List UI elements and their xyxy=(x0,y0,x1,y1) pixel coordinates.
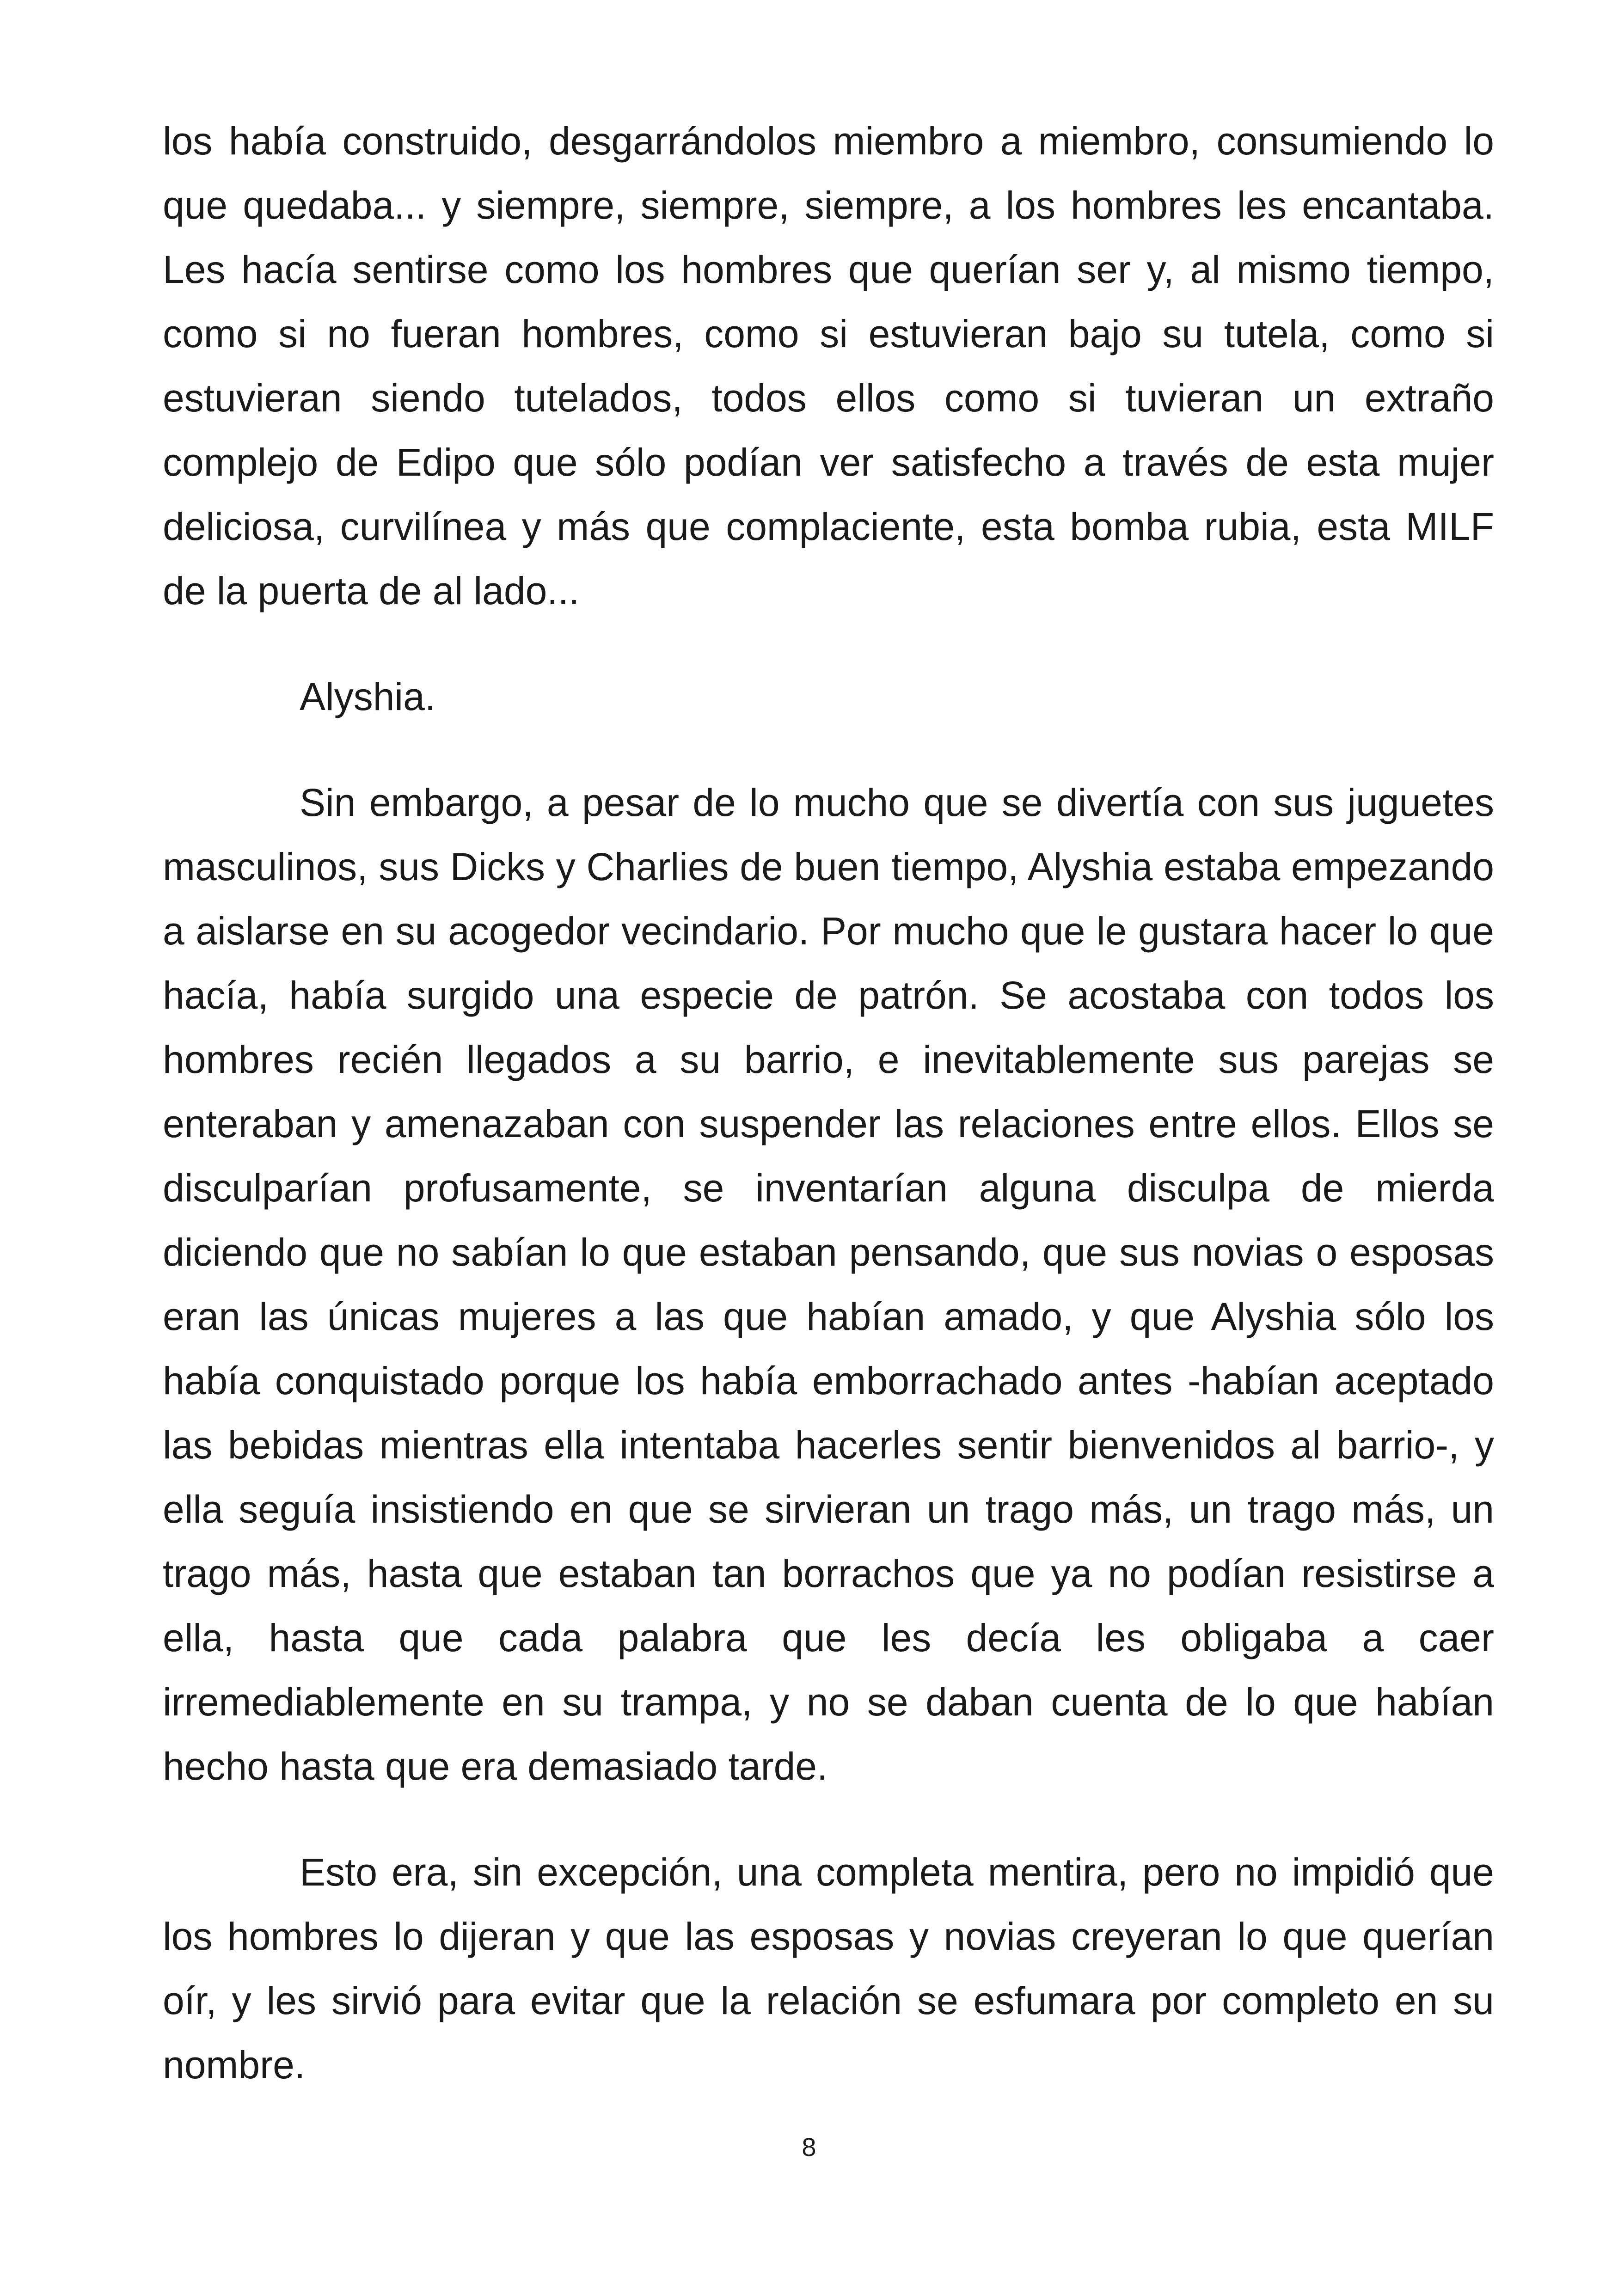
paragraph-sin-embargo: Sin embargo, a pesar de lo mucho que se divertía con sus juguetes masculinos, sus Dicks y Charlies de buen tiempo, Alyshia estaba empezando a aislarse en su acogedor vecindario. Por mucho que le gustara hacer lo que hacía, había surgido una especie de patrón. Se acostaba con todos los hombres recién llegados a su barrio, e inevitablemente sus parejas se enteraban y amenazaban con suspender las relaciones entre ellos. Ellos se disculparían profusamente, se inventarían alguna disculpa de mierda diciendo que no sabían lo que estaban pensando, que sus novias o esposas eran las únicas mujeres a las que habían amado, y que Alyshia sólo los había conquistado porque los había emborrachado antes -habían aceptado las bebidas mientras ella intentaba hacerles sentir bienvenidos al barrio-, y ella seguía insistiendo en que se sirvieran un trago más, un trago más, un trago más, hasta que estaban tan borrachos que ya no podían resistirse a ella, hasta que cada palabra que les decía les obligaba a caer irremediablemente en su trampa, y no se daban cuenta de lo que habían hecho hasta que era demasiado tarde. xyxy=(163,781,1494,1788)
paragraph-esto-era: Esto era, sin excepción, una completa mentira, pero no impidió que los hombres lo dijeran y que las esposas y novias creyeran lo que querían oír, y les sirvió para evitar que la relación se esfumara por completo en su nombre. xyxy=(163,1850,1494,2087)
page-number: 8 xyxy=(802,2132,816,2161)
paragraph-alyshia: Alyshia. xyxy=(300,675,436,718)
body-text xyxy=(163,109,1494,2139)
paragraph-continuation: los había construido, desgarrándolos miembro a miembro, consumiendo lo que quedaba... y siempre, siempre, siempre, a los hombres les encantaba. Les hacía sentirse como los hombres que querían ser y, al mismo tiempo, como si no fueran hombres, como si estuvieran bajo su tutela, como si estuvieran siendo tutelados, todos ellos como si tuvieran un extraño complejo de Edipo que sólo podían ver satisfecho a través de esta mujer deliciosa, curvilínea y más que complaciente, esta bomba rubia, esta MILF de la puerta de al lado... xyxy=(163,119,1494,612)
